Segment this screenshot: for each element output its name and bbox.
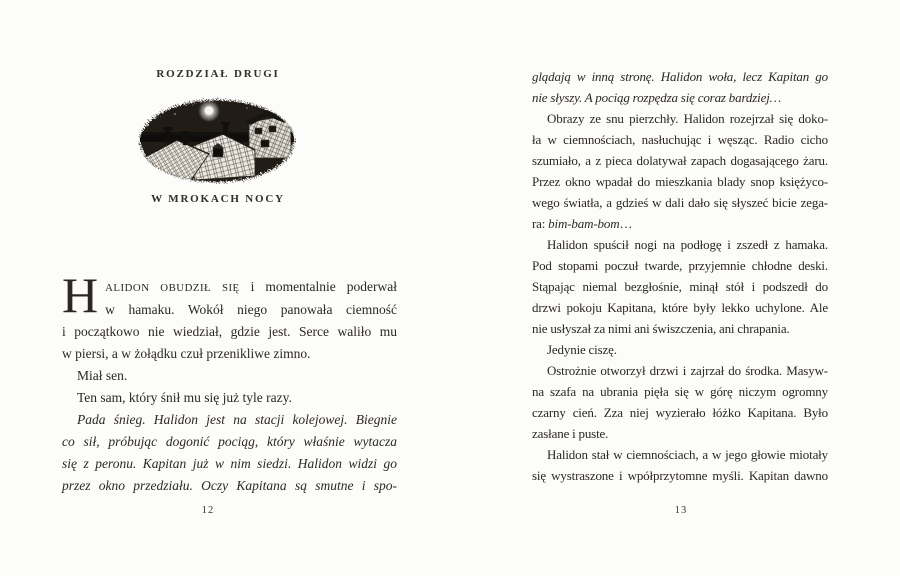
text-line: w hamaku. Wokół niego panowała ciemność <box>105 302 397 317</box>
right-page-body <box>532 66 828 486</box>
star-icon <box>174 113 175 114</box>
chapter-heading: ROZDZIAŁ DRUGI <box>156 68 280 80</box>
right-page <box>532 0 828 576</box>
text-line: się wystraszone i wpółprzytomne myśli. Kapitan dawno <box>532 468 828 483</box>
star-icon <box>193 105 194 106</box>
text-line: Halidon spuścił nogi na podłogę i zszedł z hamaka. <box>547 237 828 252</box>
text-line: Pod stopami poczuł twarde, przyjemnie chłodne deski. <box>532 258 828 273</box>
text-line: przez okno przedziału. Oczy Kapitana są smutne i spo- <box>62 478 397 493</box>
text-line: w piersi, a w żołądku czuł przenikliwe zimno. <box>62 346 311 361</box>
text-line: ła w ciemnościach, nasłuchując i węsząc. Radio cicho <box>532 132 828 147</box>
text-line: Stąpając niemal bezgłośnie, minął stół i podszedł do <box>532 279 828 294</box>
text-line: zasłane i puste. <box>532 426 609 441</box>
page-number-right: 13 <box>674 505 688 516</box>
left-page-body <box>62 267 397 497</box>
left-page <box>62 0 397 576</box>
text-line: i początkowo nie wiedział, gdzie jest. Serce waliło mu <box>62 324 397 339</box>
text-line: Pada śnieg. Halidon jest na stacji kolejowej. Biegnie <box>77 412 397 427</box>
star-icon <box>246 107 247 108</box>
text-line: czarny cień. Zza niej wyzierało łóżko Kapitana. Było <box>532 405 828 420</box>
moon-icon <box>198 100 220 122</box>
text-line: Halidon stał w ciemnościach, a w jego głowie miotały <box>547 447 828 462</box>
text-line: ALIDON OBUDZIŁ SIĘ i momentalnie poderwał <box>105 279 397 294</box>
text-line: nie usłyszał za nimi ani świszczenia, ani chrapania. <box>532 321 790 336</box>
text-line: szumiało, a z pieca dolatywał zapach dogasającego żaru. <box>532 153 828 168</box>
chapter-title: W MROKACH NOCY <box>151 193 285 205</box>
text-line: nie słyszy. A pociąg rozpędza się coraz bardziej… <box>532 90 782 105</box>
drop-cap: H <box>62 267 99 323</box>
text-line: na szafa na ubrania pięła się w górę niczym ogromny <box>532 384 828 399</box>
text-line: Przez okno wpadał do mieszkania blady snop księżyco- <box>532 174 828 189</box>
text-line: glądają w inną stronę. Halidon woła, lecz Kapitan go <box>532 69 828 84</box>
text-line: ra: bim-bam-bom… <box>532 216 633 231</box>
text-line: Ostrożnie otworzył drzwi i zajrzał do środka. Masyw- <box>547 363 828 378</box>
text-line: drzwi pokoju Kapitana, które były lekko uchylone. Ale <box>532 300 828 315</box>
text-line: Ten sam, który śnił mu się już tyle razy. <box>77 390 292 405</box>
text-line: Obrazy ze snu pierzchły. Halidon rozejrzał się doko- <box>547 111 828 126</box>
text-line: się z peronu. Kapitan już w nim siedzi. Halidon widzi go <box>62 456 397 471</box>
text-line: co sił, próbując dogonić pociąg, który właśnie wytacza <box>62 434 397 449</box>
page-number-left: 12 <box>201 505 215 516</box>
text-line: Miał sen. <box>77 368 128 383</box>
text-line: Jedynie ciszę. <box>547 342 617 357</box>
text-line: wego światła, a gdzieś w dali dało się słyszeć bicie zega- <box>532 195 828 210</box>
village-night-illustration <box>135 96 300 186</box>
